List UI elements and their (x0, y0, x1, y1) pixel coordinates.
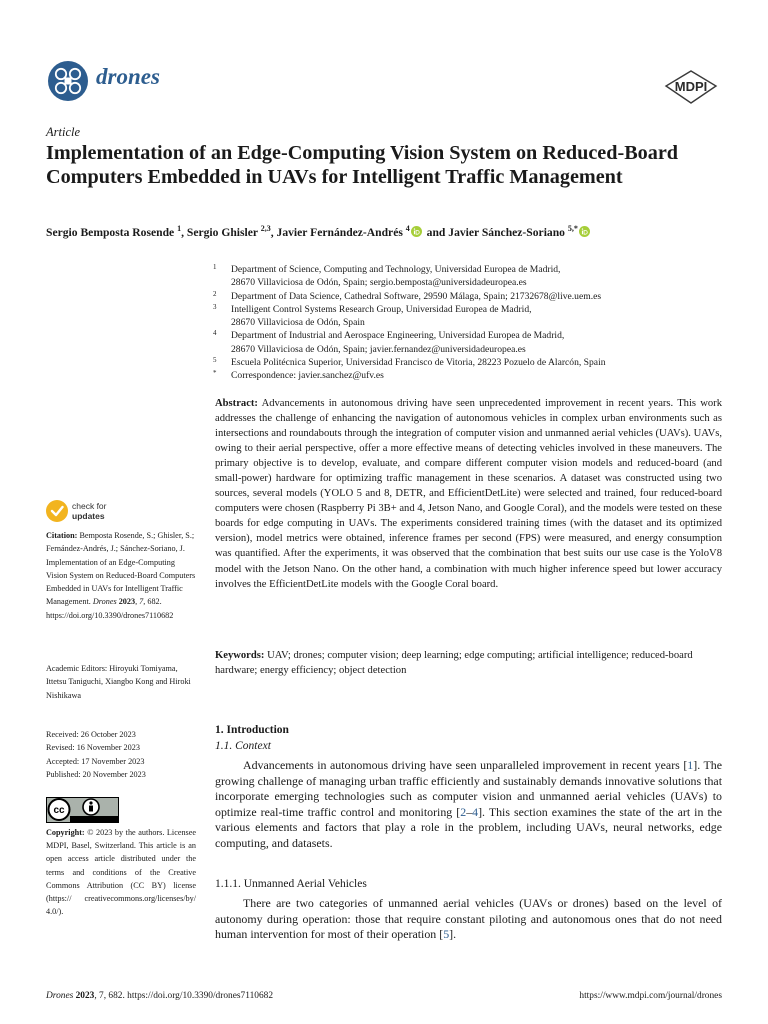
orcid-icon[interactable] (579, 226, 590, 237)
svg-text:cc: cc (53, 805, 65, 816)
abstract-text: Advancements in autonomous driving have seen unprecedented improvement in recent years. This work addresses the challenge of enhancing the navigation of autonomous vehicles in complex urban environments such as intersections and roundabouts through the integration of computer vision and unmanned aerial vehicles (UAVs). UAVs, owing to their aerial perspective, offer a more effective means of detecting vehicles involved in these maneuvers. The primary objective is to develop, evaluate, and compare different computer vision models and reduced-board (and small-power) hardware for optimizing traffic management in these scenarios. A dataset was constructed using two sources, several models (YOLO 5 and 8, DETR, and EfficientDetLite) were selected and trained, four reduced-board computers were chosen (Raspberry Pi 3B+ and 4, Jetson Nano, and Google Coral), and the models were tested on these boards for edge computing in UAVs. The experiments considered training times (with the dataset and its optimized version), model metrics were obtained, inference frames per second (FPS) were measured, and energy consumption was quantified. After the experiments, it was observed that the combination that best suits our use case is the YoloV8 model with the Jetson Nano. On the other hand, a combination with much higher inference speed but lower accuracy involves the EfficientDetLite models with the Google Coral board. (215, 398, 722, 590)
author-affiliation-marker: 2,3 (260, 224, 271, 233)
affiliation-number: 2 (213, 289, 217, 298)
paragraph-text: There are two categories of unmanned aerial vehicles (UAVs or drones) based on the level of autonomy during operation: those that require constant piloting and autonomous ones that do not need human intervention for most of their operation [ (215, 896, 722, 941)
article-title: Implementation of an Edge-Computing Vision System on Reduced-Board Computers Embedded in UAVs for Intelligent Traffic Management (46, 142, 679, 188)
intro-paragraph (215, 758, 722, 851)
affiliation-line: Escuela Politécnica Superior, Universidad Francisco de Vitoria, 28223 Pozuelo de Alarcón, Spain (231, 357, 606, 369)
citation-label: Citation: (46, 531, 78, 540)
citation-text: Bemposta Rosende, S.; Ghisler, S.; Fernández-Andrés, J.; Sánchez-Soriano, J. Implementation of an Edge-Computing Vision System on Reduced-Board Computers Embedded in UAVs for Intelligent Traffic Management. (46, 531, 196, 607)
keywords (215, 648, 722, 678)
check-updates-line1: check for (72, 501, 107, 511)
author-affiliation-marker: 5,* (567, 224, 578, 233)
publication-dates (46, 728, 196, 781)
affiliation-number: 5 (213, 356, 217, 365)
check-updates-icon (46, 500, 68, 522)
copyright-text: © 2023 by the authors. Licensee MDPI, Basel, Switzerland. This article is an open access article distributed under the terms and conditions of the Creative Commons Attribution (CC BY) license (https:// creativecommons.org/licenses/by/ 4.0/). (46, 828, 197, 917)
author-name: Sergio Bemposta Rosende (46, 225, 178, 239)
affiliation-line: 28670 Villaviciosa de Odón, Spain (231, 317, 365, 329)
date-accepted: Accepted: 17 November 2023 (46, 756, 145, 766)
affiliation-line: Department of Industrial and Aerospace Engineering, Universidad Europea de Madrid, (231, 330, 565, 342)
author-affiliation-marker: 1 (177, 224, 182, 233)
cc-by-license-icon[interactable] (46, 797, 119, 823)
affiliation-line: Intelligent Control Systems Research Group, Universidad Europea de Madrid, (231, 303, 532, 315)
author-list: Sergio Bemposta Rosende $^1$, Sergio Ghisler $^{2,3}$, Javier Fernández-Andrés $^4$ and Javier Sánchez-Soriano $^{5,*}$ (46, 224, 746, 239)
paragraph-text: Advancements in autonomous driving have seen unparalleled improvement in recent years [ (243, 758, 688, 772)
footer-journal: Drones (46, 991, 74, 1001)
drones-logo-icon (47, 60, 89, 102)
citation-volume: 7 (139, 597, 144, 607)
author-affiliation-marker: 4 (405, 224, 410, 233)
citation-reference-link[interactable]: 2 (460, 804, 467, 819)
check-updates-line2: updates (72, 511, 105, 521)
affiliation-line: Correspondence: javier.sanchez@ufv.es (231, 370, 384, 382)
subsection-heading-context: 1.1. Context (215, 740, 271, 752)
copyright-notice (46, 826, 196, 918)
affiliation-item (213, 369, 733, 382)
date-published: Published: 20 November 2023 (46, 769, 146, 779)
paragraph-text: – (466, 804, 473, 819)
paragraph-text: ]. (449, 927, 457, 941)
paragraph-text: ]. This section examines the state of the art in the various elements and factors that play a role in the problem, including UAVs, neural networks, edge computing, and datasets. (215, 804, 722, 850)
footer-doi: , 7, 682. https://doi.org/10.3390/drones7110682 (94, 991, 274, 1001)
date-received: Received: 26 October 2023 (46, 730, 136, 739)
citation-reference-link[interactable]: 4 (472, 804, 479, 819)
citation-block: Citation: Bemposta Rosende, S.; Ghisler, S.; Fernández-Andrés, J.; Sánchez-Soriano, J. Implementation of an Edge-Computing Vision System on Reduced-Board Computers Embedded in UAVs for Intelligent Traffic Management. Drones 2023, 7, 682. https://doi.org/10.3390/drones7110682 (46, 531, 196, 620)
mdpi-logo (664, 70, 718, 104)
affiliation-item (213, 356, 733, 369)
affiliation-item (213, 290, 733, 303)
author-name: Javier Sánchez-Soriano (448, 225, 568, 239)
affiliation-line: Department of Science, Computing and Technology, Universidad Europea de Madrid, (231, 264, 561, 275)
citation-reference-link[interactable]: 5 (443, 927, 450, 941)
author-name: Sergio Ghisler (186, 225, 261, 239)
affiliation-number: * (213, 369, 217, 378)
copyright-label: Copyright: (46, 828, 85, 837)
article-type: Article (46, 125, 81, 139)
affiliation-line: 28670 Villaviciosa de Odón, Spain; sergio.bemposta@universidadeuropea.es (231, 277, 527, 289)
orcid-icon[interactable] (411, 226, 422, 237)
date-revised: Revised: 16 November 2023 (46, 743, 140, 753)
citation-reference-link[interactable]: 1 (687, 758, 694, 772)
citation-doi: , 682. https://doi.org/10.3390/drones7110682 (46, 597, 174, 620)
author-name: Javier Fernández-Andrés (276, 225, 406, 239)
check-for-updates-badge[interactable] (46, 498, 126, 524)
citation-journal: Drones (92, 597, 117, 607)
affiliation-number: 4 (213, 329, 217, 338)
affiliations (213, 263, 733, 383)
footer-citation (46, 991, 273, 1001)
footer-journal-url[interactable]: https://www.mdpi.com/journal/drones (579, 991, 722, 1001)
citation-year: 2023 (118, 597, 136, 607)
subsubsection-heading-uav: 1.1.1. Unmanned Aerial Vehicles (215, 878, 367, 890)
uav-paragraph (215, 896, 722, 943)
affiliation-line: Department of Data Science, Cathedral Software, 29590 Málaga, Spain; 21732678@live.uem.es (231, 290, 602, 302)
affiliation-item (213, 263, 733, 290)
abstract (215, 396, 722, 592)
abstract-label: Abstract: (215, 398, 258, 409)
footer-year: 2023 (75, 991, 95, 1001)
section-heading-introduction: 1. Introduction (215, 724, 289, 736)
affiliation-item (213, 303, 733, 330)
keywords-label: Keywords: (215, 650, 265, 661)
publisher-name: MDPI (674, 79, 708, 94)
affiliation-number: 1 (213, 263, 217, 271)
academic-editors: Academic Editors: Hiroyuki Tomiyama, Ittetsu Taniguchi, Xiangbo Kong and Hiroki Nishikawa (46, 664, 191, 700)
paragraph-text: ]. The growing challenge of managing urban traffic efficiently and sustainably demands innovative solutions that incorporate emerging technologies such as computer vision and unmanned aerial vehicles (UAVs) to optimize real-time traffic control and monitoring [ (215, 758, 722, 819)
journal-name: drones (96, 64, 160, 89)
affiliation-number: 3 (213, 302, 217, 311)
affiliation-line: 28670 Villaviciosa de Odón, Spain; javier.fernandez@universidadeuropea.es (231, 343, 526, 355)
affiliation-item (213, 329, 733, 356)
keywords-text: UAV; drones; computer vision; deep learning; edge computing; artificial intelligence; reduced-board hardware; energy efficiency; object detection (215, 650, 693, 677)
